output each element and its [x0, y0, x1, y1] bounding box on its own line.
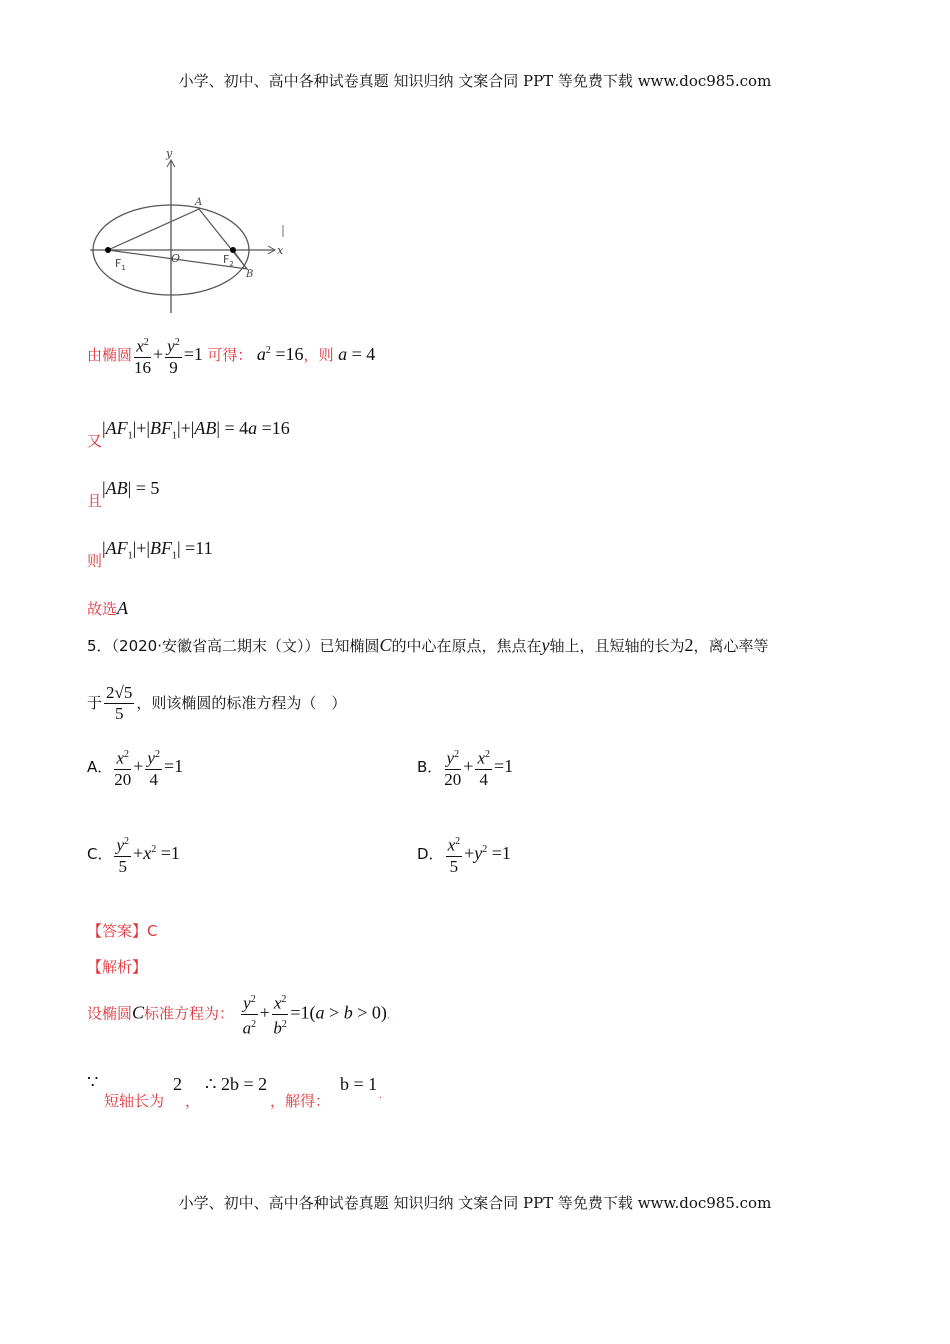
- x-axis-label: x: [277, 244, 284, 257]
- page-footer: 小学、初中、高中各种试卷真题 知识归纳 文案合同 PPT 等免费下载 www.doc985.com: [178, 1194, 772, 1212]
- f2-label: $F_2$: [223, 253, 234, 268]
- option-d[interactable]: D． $\frac{x^2}{5}$ $+y^2 =1$: [417, 832, 511, 877]
- option-c[interactable]: C． $\frac{y^2}{5}$ $+x^2 =1$: [87, 832, 180, 877]
- point-b-label: B: [246, 269, 254, 280]
- question-5-stem-line2: 于 $\frac{2√5}{5}$ ，则该椭圆的标准方程为（ ）: [87, 683, 347, 723]
- option-a[interactable]: A． $\frac{x^2}{20}$ + $\frac{y^2}{4}$ =1: [87, 745, 183, 790]
- solution-line-4: 则$|AF_1|+|BF_1| =11$: [87, 538, 213, 570]
- analysis-label: 【解析】: [87, 958, 148, 976]
- y-axis-label: y: [166, 147, 173, 160]
- page-header: 小学、初中、高中各种试卷真题 知识归纳 文案合同 PPT 等免费下载 www.doc985.com: [178, 72, 772, 90]
- solution-line-5: 故选A: [87, 598, 129, 618]
- ellipse-diagram: [85, 145, 295, 320]
- solution-line-2: 又$|AF_1|+|BF_1|+|AB| = 4a =16$: [87, 418, 290, 450]
- question-5-stem: 5．（2020·安徽省高二期末（文））已知椭圆C的中心在原点，焦点在y轴上，且短轴的长为2，离心率等: [87, 635, 769, 655]
- f1-label: $F_1$: [115, 257, 126, 272]
- point-a-label: A: [195, 197, 203, 208]
- solution-line-1: 由椭圆 $\frac{x^2}{16}$ + $\frac{y^2}{9}$ =1 可得： $a^2 =16$，则 a = 4: [87, 333, 375, 378]
- answer-label: 【答案】C: [87, 922, 158, 940]
- origin-label: O: [171, 252, 181, 265]
- analysis-line-2: ∵ 短轴长为 2 ， ∴ 2b = 2 ，解得： b = 1 .: [87, 1072, 383, 1110]
- analysis-line-1: 设椭圆C标准方程为： $\frac{y^2}{a^2}$ + $\frac{x^2}{b^2}$ =1(a > b > 0).: [87, 990, 390, 1038]
- option-b[interactable]: B． $\frac{y^2}{20}$ + $\frac{x^2}{4}$ =1: [417, 745, 513, 790]
- solution-line-3: 且|AB| = 5: [87, 478, 160, 510]
